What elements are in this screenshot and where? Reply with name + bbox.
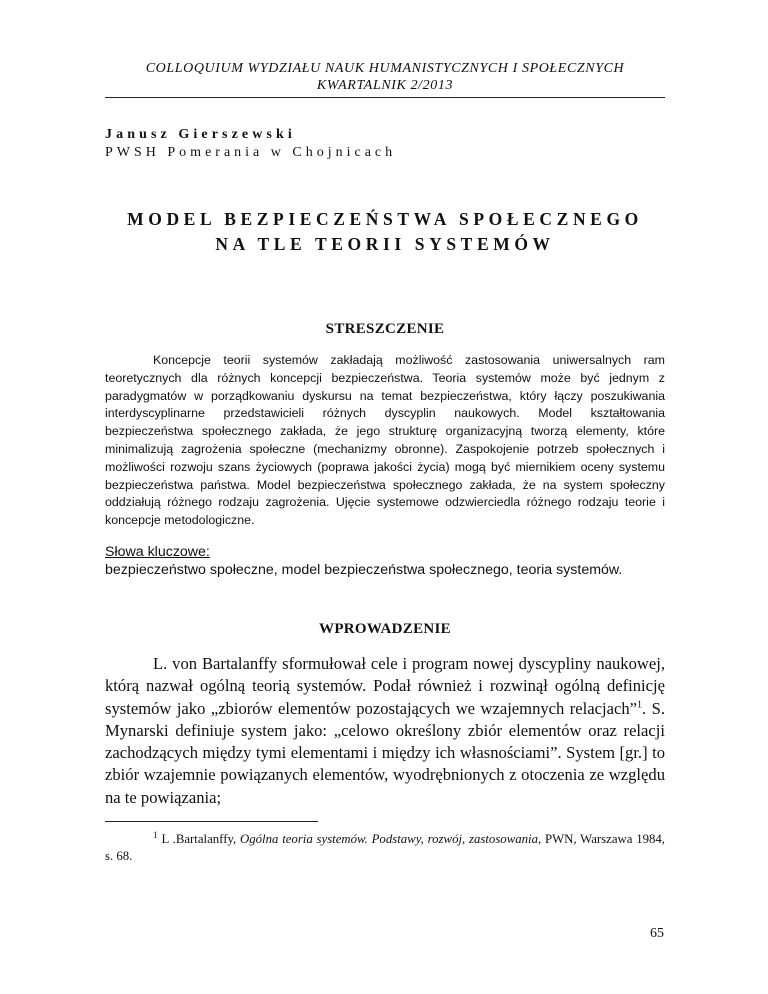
author-name: Janusz Gierszewski bbox=[105, 127, 296, 142]
footnote-author: L .Bartalanffy, bbox=[161, 832, 241, 847]
keywords bbox=[105, 543, 665, 579]
title-line-2: NA TLE TEORII SYSTEMÓW bbox=[215, 234, 555, 254]
footnote-publisher: , PWN, Warszawa 1984, s. 68. bbox=[105, 832, 665, 864]
keywords-label: Słowa kluczowe: bbox=[105, 543, 210, 560]
author-block bbox=[105, 126, 665, 162]
author-affiliation: PWSH Pomerania w Chojnicach bbox=[105, 145, 397, 160]
footnote bbox=[105, 831, 665, 865]
journal-issue: KWARTALNIK 2/2013 bbox=[316, 78, 454, 93]
running-header bbox=[105, 60, 665, 94]
footnote-reference[interactable]: 1 bbox=[637, 699, 643, 711]
footnote-rule bbox=[105, 821, 318, 822]
intro-heading: WPROWADZENIE bbox=[319, 620, 451, 637]
abstract-heading: STRESZCZENIE bbox=[325, 321, 445, 337]
footnote-mark: 1 bbox=[153, 829, 158, 840]
article-title bbox=[105, 207, 665, 257]
keywords-text: bezpieczeństwo społeczne, model bezpieczeństwa społecznego, teoria systemów. bbox=[105, 561, 623, 578]
title-line-1: MODEL BEZPIECZEŃSTWA SPOŁECZNEGO bbox=[127, 209, 643, 229]
intro-text-part-1: L. von Bartalanffy sformułował cele i program nowej dyscypliny naukowej, którą nazwał ogólną teorią systemów. Podał również i rozwinął ogólną definicję systemów jako „zbiorów elementów pozostających we wzajemnych relacjach” bbox=[105, 653, 665, 718]
header-rule bbox=[105, 97, 665, 98]
journal-name: COLLOQUIUM WYDZIAŁU NAUK HUMANISTYCZNYCH I SPOŁECZNYCH bbox=[145, 61, 625, 76]
abstract-text: Koncepcje teorii systemów zakładają możliwość zastosowania uniwersalnych ram teoretycznych dla różnych koncepcji bezpieczeństwa. Teoria systemów może być jednym z paradygmatów w porządkowaniu dyskursu na temat bezpieczeństwa, który łączy poszukiwania interdyscyplinarne przedstawicieli różnych dyscyplin naukowych. Model kształtowania bezpieczeństwa społecznego zakłada, że jego strukturę organizacyjną tworzą elementy, które minimalizują zagrożenia społeczne (mechanizmy obronne). Zaspokojenie potrzeb społecznych i możliwości rozwoju szans życiowych (poprawa jakości życia) mogą być miernikiem oceny systemu bezpieczeństwa państwa. Model bezpieczeństwa społecznego zakłada, że na system społeczny oddziałują różnego rodzaju zagrożenia. Ujęcie systemowe odzwierciedla różnego rodzaju teorie i koncepcje metodologiczne. bbox=[105, 353, 665, 528]
page-number: 65 bbox=[650, 926, 664, 941]
intro-paragraph bbox=[105, 653, 665, 809]
footnote-title: Ogólna teoria systemów. Podstawy, rozwój, zastosowania bbox=[240, 832, 538, 847]
page bbox=[105, 0, 665, 865]
intro-text-part-2: . S. Mynarski definiuje system jako: „celowo określony zbiór elementów oraz relacji zachodzących między tymi elementami i między ich własnościami”. System [gr.] to zbiór wzajemnie powiązanych elementów, wyodrębnionych z otoczenia ze względu na te powiązania; bbox=[105, 698, 665, 807]
